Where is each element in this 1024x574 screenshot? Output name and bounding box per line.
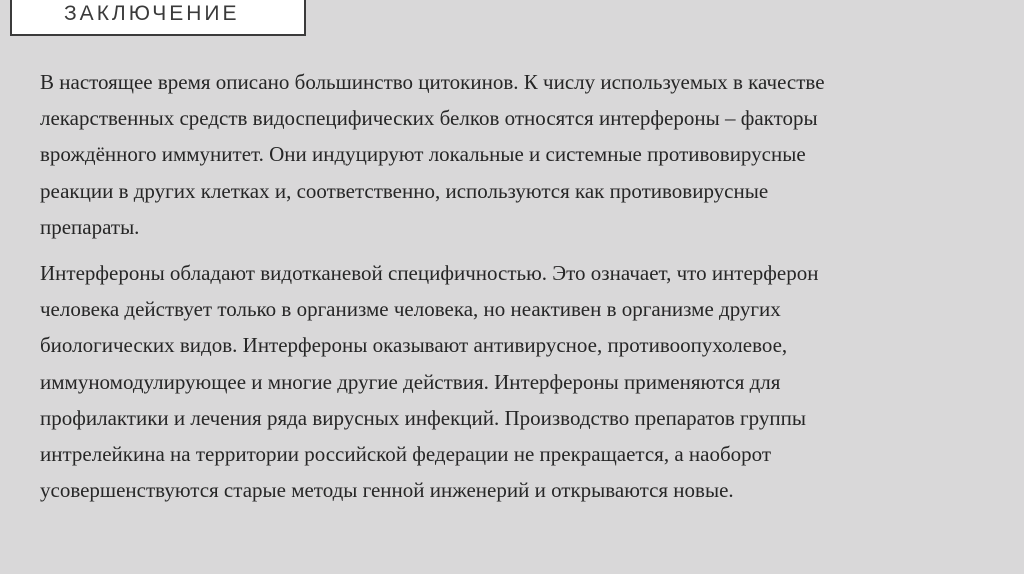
slide-title-box [10, 0, 306, 36]
body-paragraph-2: Интерфероны обладают видотканевой специфичностью. Это означает, что интерферон человека действует только в организме человека, но неактивен в организме других биологических видов. Интерфероны оказывают антивирусное, противоопухолевое, иммуномодулирующее и многие другие действия. Интерфероны применяются для профилактики и лечения ряда вирусных инфекций. Производство препаратов группы интрелейкина на территории российской федерации не прекращается, а наоборот усовершенствуются старые методы генной инженерий и открываются новые. [40, 261, 819, 503]
slide-body [40, 64, 1015, 508]
slide-title: ЗАКЛЮЧЕНИЕ [64, 2, 240, 25]
body-paragraph-1: В настоящее время описано большинство цитокинов. К числу используемых в качестве лекарственных средств видоспецифических белков относятся интерфероны – факторы врождённого иммунитет. Они индуцируют локальные и системные противовирусные реакции в других клетках и, соответственно, используются как противовирусные препараты. [40, 70, 825, 239]
